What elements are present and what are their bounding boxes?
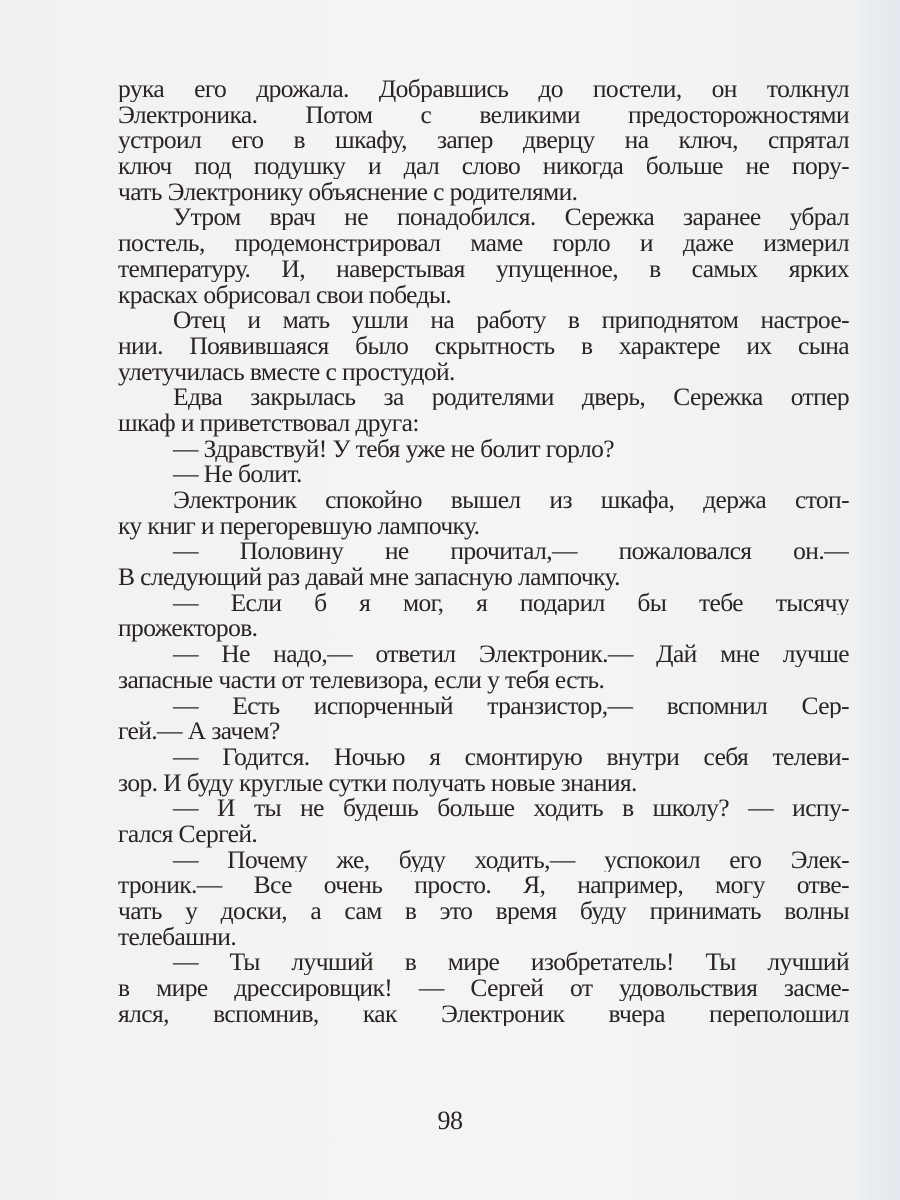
paragraph (118, 307, 849, 384)
text-line: чать Электронику объяснение с родителями. (118, 176, 578, 206)
text-line: — Не болит. (173, 459, 302, 489)
text-line: Утром врач не понадобился. Сережка заранее убрал (173, 204, 849, 231)
text-line: шкаф и приветствовал друга: (118, 407, 419, 437)
paragraph (118, 949, 849, 1026)
text-line: — И ты не будешь больше ходить в школу? — испу- (173, 795, 849, 821)
text-line: — Ты лучший в мире изобретатель! Ты лучший (173, 949, 849, 976)
paragraph (118, 487, 849, 538)
text-line: чать у доски, а сам в это время буду принимать волны (118, 898, 849, 924)
text-line: — Половину не прочитал,— пожаловался он.— (173, 538, 849, 565)
paragraph (118, 641, 849, 692)
body-text (118, 76, 849, 1026)
text-line: рука его дрожала. Добравшись до постели, он толкнул (118, 76, 849, 102)
text-line: постель, продемонстрировал маме горло и даже измерил (118, 230, 849, 256)
paragraph (118, 538, 849, 592)
text-line: устроил его в шкафу, запер дверцу на ключ, спрятал (118, 127, 849, 154)
text-line: улетучилась вместе с простудой. (118, 356, 455, 386)
text-line: — Не надо,— ответил Электроник.— Дай мне лучше (173, 641, 849, 667)
text-line: ключ под подушку и дал слово никогда больше не пору- (118, 153, 849, 179)
paragraph (118, 795, 849, 846)
text-line: в мире дрессировщик! — Сергей от удовольствия засме- (118, 975, 849, 1001)
text-line: телебашни. (118, 921, 237, 951)
text-line: красках обрисовал свои победы. (118, 279, 452, 309)
paragraph (118, 461, 849, 487)
paragraph (118, 693, 849, 744)
paragraph (118, 847, 849, 950)
text-line: гей.— А зачем? (118, 716, 280, 746)
text-line: Электроника. Потом с великими предосторожностями (118, 101, 849, 128)
text-line: температуру. И, наверстывая упущенное, в самых ярких (118, 255, 849, 282)
paragraph (118, 744, 849, 795)
text-line: Электроник спокойно вышел из шкафа, держа стоп- (173, 487, 849, 513)
paragraph (118, 590, 849, 641)
text-line: нии. Появившаяся было скрытность в характере их сына (118, 332, 849, 359)
paragraph (118, 76, 849, 204)
text-line: Едва закрылась за родителями дверь, Сережка отпер (173, 384, 849, 410)
text-line: — Если б я мог, я подарил бы тебе тысячу (173, 589, 849, 616)
text-line: прожекторов. (118, 613, 258, 643)
text-line: ялся, вспомнив, как Электроник вчера переполошил (118, 1000, 849, 1027)
text-line: — Здравствуй! У тебя уже не болит горло? (173, 433, 614, 463)
text-line: зор. И буду круглые сутки получать новые знания. (118, 767, 637, 797)
paragraph (118, 433, 849, 463)
text-line: Отец и мать ушли на работу в приподнятом настрое- (173, 307, 849, 333)
text-line: запасные части от телевизора, если у тебя есть. (118, 664, 605, 694)
text-line: — Почему же, буду ходить,— успокоил его Элек- (173, 846, 849, 873)
text-line: гался Сергей. (118, 818, 258, 848)
paragraph (118, 204, 849, 307)
page-number: 98 (437, 1106, 463, 1135)
text-line: — Годится. Ночью я смонтирую внутри себя телеви- (173, 743, 849, 770)
text-line: троник.— Все очень просто. Я, например, могу отве- (118, 872, 849, 898)
paragraph (118, 384, 849, 435)
text-line: В следующий раз давай мне запасную лампочку. (118, 562, 620, 592)
text-line: — Есть испорченный транзистор,— вспомнил Сер- (173, 692, 849, 719)
text-line: ку книг и перегоревшую лампочку. (118, 510, 480, 540)
